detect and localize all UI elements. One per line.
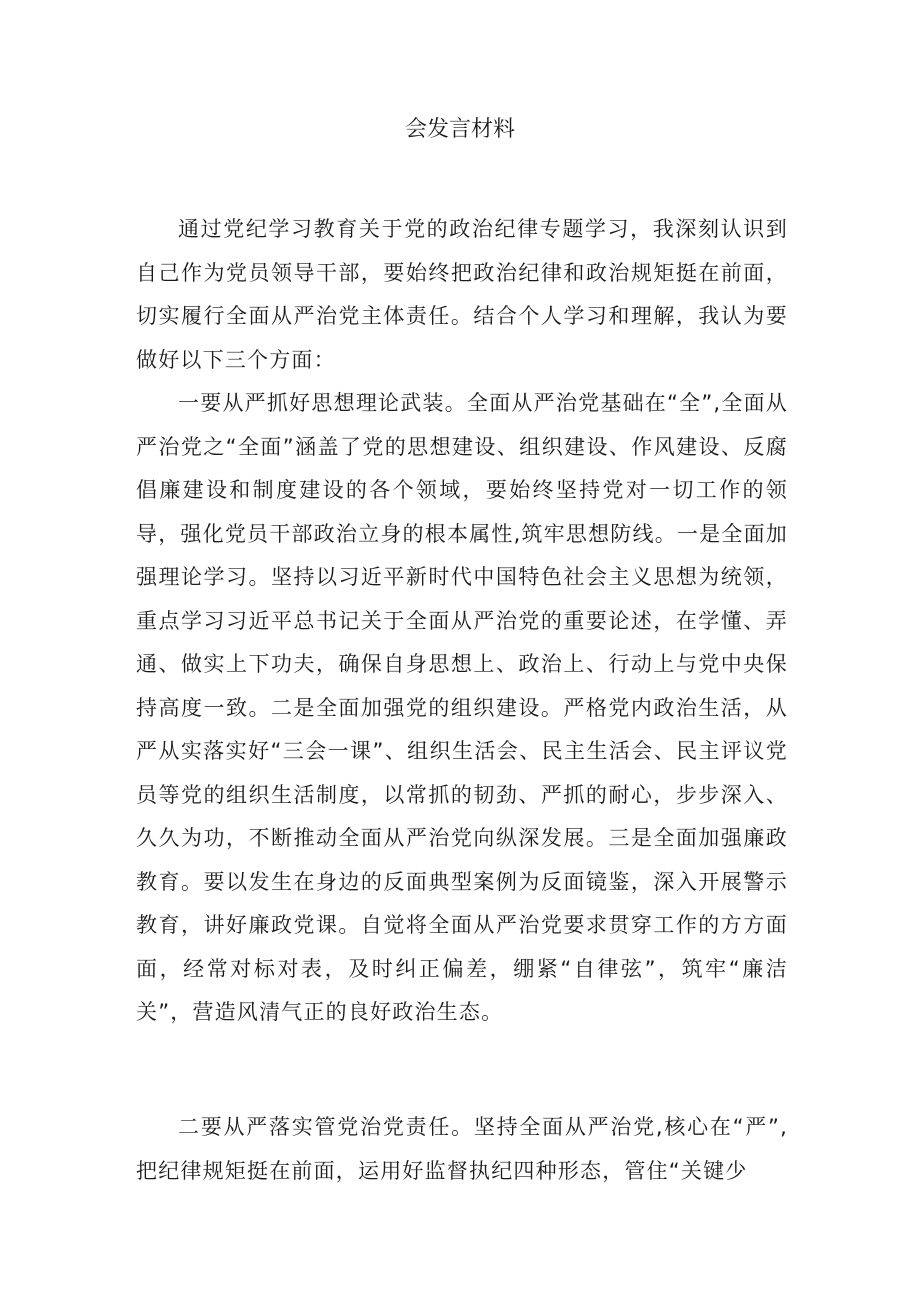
document-body-lower (136, 1106, 788, 1193)
paragraph-intro: 通过党纪学习教育关于党的政治纪律专题学习，我深刻认识到自己作为党员领导干部，要始终把政治纪律和政治规矩挺在前面，切实履行全面从严治党主体责任。结合个人学习和理解，我认为要做好以下三个方面： (136, 217, 788, 372)
document-title: 会发言材料 (404, 117, 515, 142)
paragraph-point-two: 二要从严落实管党治党责任。坚持全面从严治党,核心在“严”,把纪律规矩挺在前面，运用好监督执纪四种形态，管住“关键少 (136, 1115, 788, 1183)
document-body-upper (136, 208, 788, 1035)
paragraph-point-one: 一要从严抓好思想理论武装。全面从严治党基础在“全”,全面从严治党之“全面”涵盖了党的思想建设、组织建设、作风建设、反腐倡廉建设和制度建设的各个领域，要始终坚持党对一切工作的领导，强化党员干部政治立身的根本属性,筑牢思想防线。一是全面加强理论学习。坚持以习近平新时代中国特色社会主义思想为统领，重点学习习近平总书记关于全面从严治党的重要论述，在学懂、弄通、做实上下功夫，确保自身思想上、政治上、行动上与党中央保持高度一致。二是全面加强党的组织建设。严格党内政治生活，从严从实落实好“三会一课”、组织生活会、民主生活会、民主评议党员等党的组织生活制度，以常抓的韧劲、严抓的耐心，步步深入、久久为功，不断推动全面从严治党向纵深发展。三是全面加强廉政教育。要以发生在身边的反面典型案例为反面镜鉴，深入开展警示教育，讲好廉政党课。自觉将全面从严治党要求贯穿工作的方方面面，经常对标对表，及时纠正偏差，绷紧“自律弦”，筑牢“廉洁关”，营造风清气正的良好政治生态。 (136, 391, 788, 1024)
